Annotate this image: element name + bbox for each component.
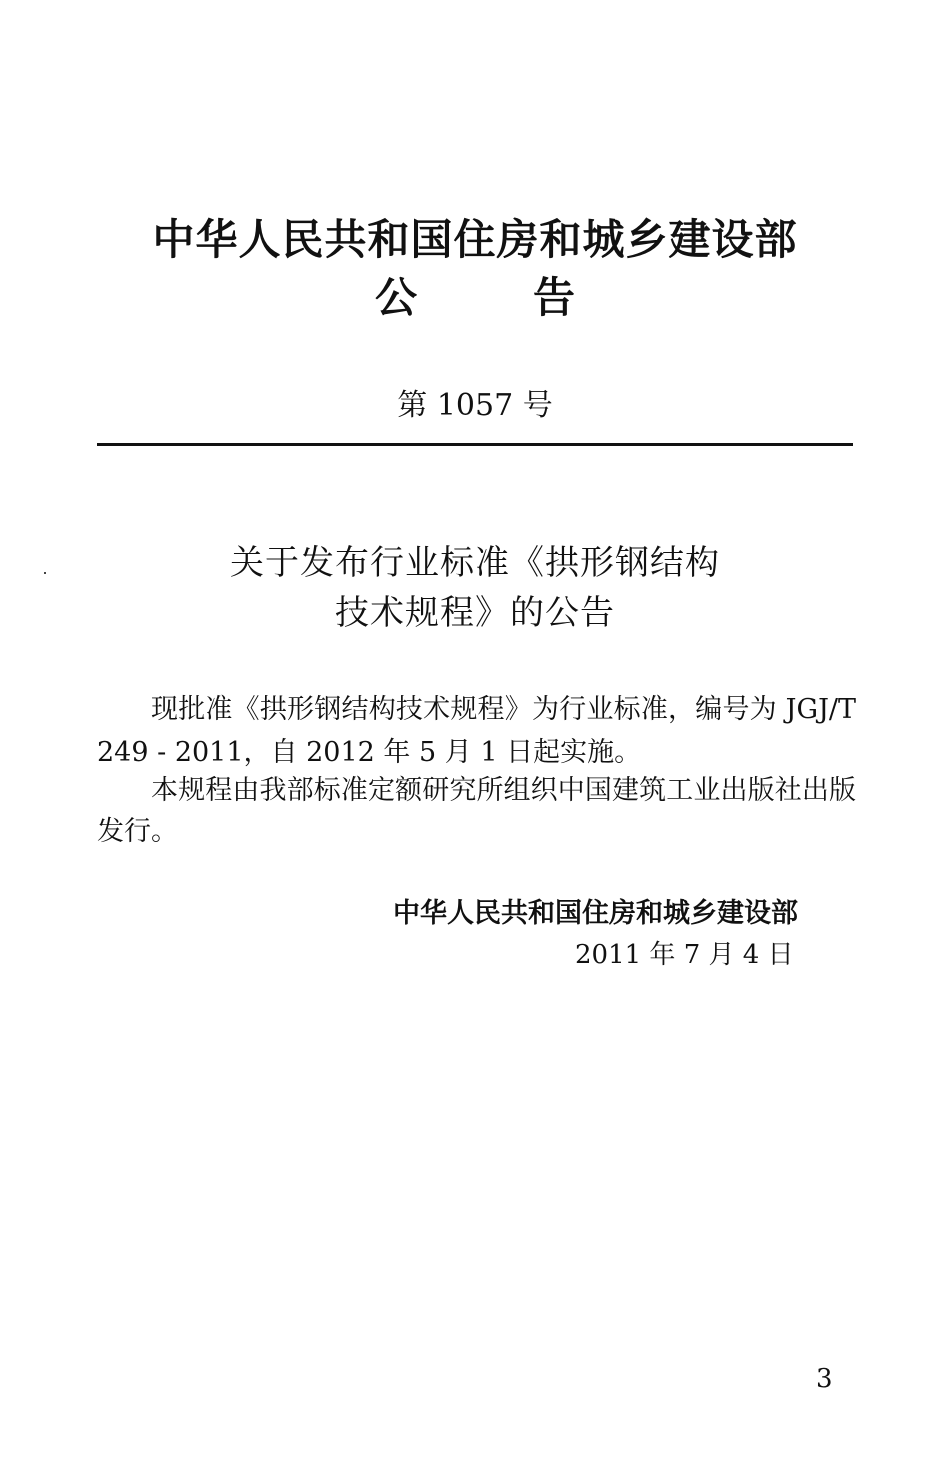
body-paragraph-1-line-1: 现批准《拱形钢结构技术规程》为行业标准，编号为 JGJ/T (151, 694, 856, 725)
notice-heading-char-2: 告 (533, 273, 576, 322)
header-divider (97, 443, 853, 446)
issuer-title: 中华人民共和国住房和城乡建设部 (152, 215, 798, 264)
subject-line-2: 技术规程》的公告 (335, 593, 615, 633)
body-paragraph-2-line-1: 本规程由我部标准定额研究所组织中国建筑工业出版社出版 (151, 775, 856, 806)
notice-number: 第 1057 号 (397, 388, 553, 423)
notice-heading-char-1: 公 (374, 273, 417, 322)
notice-heading (0, 270, 950, 326)
subject-line-1: 关于发布行业标准《拱形钢结构 (230, 543, 720, 583)
signature-organization: 中华人民共和国住房和城乡建设部 (393, 898, 798, 929)
body-paragraph-1-line-2: 249 - 2011，自 2012 年 5 月 1 日起实施。 (97, 737, 642, 768)
body-paragraph-2-line-2: 发行。 (97, 816, 178, 847)
page-number: 3 (816, 1364, 833, 1394)
signature-date: 2011 年 7 月 4 日 (575, 940, 794, 970)
